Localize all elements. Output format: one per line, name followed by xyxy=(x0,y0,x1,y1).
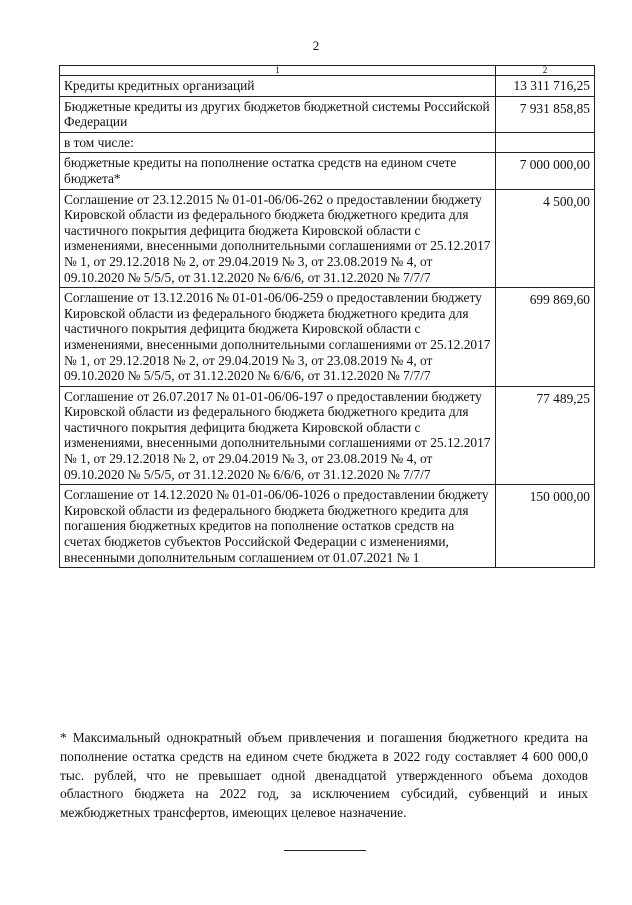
borrowings-table xyxy=(59,65,595,568)
row-description: Кредиты кредитных организаций xyxy=(60,76,496,97)
table-header-row xyxy=(60,66,595,76)
table-row xyxy=(60,288,595,387)
table-row xyxy=(60,96,595,132)
row-description: в том числе: xyxy=(60,132,496,153)
row-description: Соглашение от 26.07.2017 № 01-01-06/06-197 о предоставлении бюджету Кировской области из федерального бюджета бюджетного кредита для частичного покрытия дефицита бюджета Кировской области с изменениями, внесенными дополнительными соглашениями от 25.12.2017 № 1, от 29.12.2018 № 2, от 29.04.2019 № 3, от 23.08.2019 № 4, от 09.10.2020 № 5/5/5, от 31.12.2020 № 6/6/6, от 31.12.2020 № 7/7/7 xyxy=(60,386,496,485)
row-amount: 699 869,60 xyxy=(496,288,595,387)
column-header-description: 1 xyxy=(60,66,496,76)
row-amount: 4 500,00 xyxy=(496,189,595,288)
row-amount: 77 489,25 xyxy=(496,386,595,485)
row-amount: 13 311 716,25 xyxy=(496,76,595,97)
table-row xyxy=(60,153,595,189)
row-amount: 7 931 858,85 xyxy=(496,96,595,132)
table-row xyxy=(60,386,595,485)
table-row xyxy=(60,132,595,153)
table-row xyxy=(60,485,595,568)
row-description: Соглашение от 23.12.2015 № 01-01-06/06-262 о предоставлении бюджету Кировской области из федерального бюджета бюджетного кредита для частичного покрытия дефицита бюджета Кировской области с изменениями, внесенными дополнительными соглашениями от 25.12.2017 № 1, от 29.12.2018 № 2, от 29.04.2019 № 3, от 23.08.2019 № 4, от 09.10.2020 № 5/5/5, от 31.12.2020 № 6/6/6, от 31.12.2020 № 7/7/7 xyxy=(60,189,496,288)
column-header-amount: 2 xyxy=(496,66,595,76)
closing-divider xyxy=(284,850,366,851)
row-description: Соглашение от 13.12.2016 № 01-01-06/06-259 о предоставлении бюджету Кировской области из федерального бюджета бюджетного кредита для частичного покрытия дефицита бюджета Кировской области с изменениями, внесенными дополнительными соглашениями от 25.12.2017 № 1, от 29.12.2018 № 2, от 29.04.2019 № 3, от 23.08.2019 № 4, от 09.10.2020 № 5/5/5, от 31.12.2020 № 6/6/6, от 31.12.2020 № 7/7/7 xyxy=(60,288,496,387)
row-description: бюджетные кредиты на пополнение остатка средств на едином счете бюджета* xyxy=(60,153,496,189)
row-description: Соглашение от 14.12.2020 № 01-01-06/06-1026 о предоставлении бюджету Кировской области из федерального бюджета бюджетного кредита для погашения бюджетных кредитов на пополнение остатков средств на счетах бюджетов субъектов Российской Федерации с изменениями, внесенными дополнительным соглашением от 01.07.2021 № 1 xyxy=(60,485,496,568)
row-amount: 7 000 000,00 xyxy=(496,153,595,189)
table-row xyxy=(60,76,595,97)
row-amount xyxy=(496,132,595,153)
footnote: * Максимальный однократный объем привлечения и погашения бюджетного кредита на пополнение остатка средств на едином счете бюджета в 2022 году составляет 4 600 000,0 тыс. рублей, что не превышает одной двенадцатой утвержденного объема доходов областного бюджета на 2022 год, за исключением субсидий, субвенций и иных межбюджетных трансфертов, имеющих целевое назначение. xyxy=(60,730,588,820)
row-description: Бюджетные кредиты из других бюджетов бюджетной системы Российской Федерации xyxy=(60,96,496,132)
table-row xyxy=(60,189,595,288)
page-number: 2 xyxy=(312,38,320,53)
row-amount: 150 000,00 xyxy=(496,485,595,568)
